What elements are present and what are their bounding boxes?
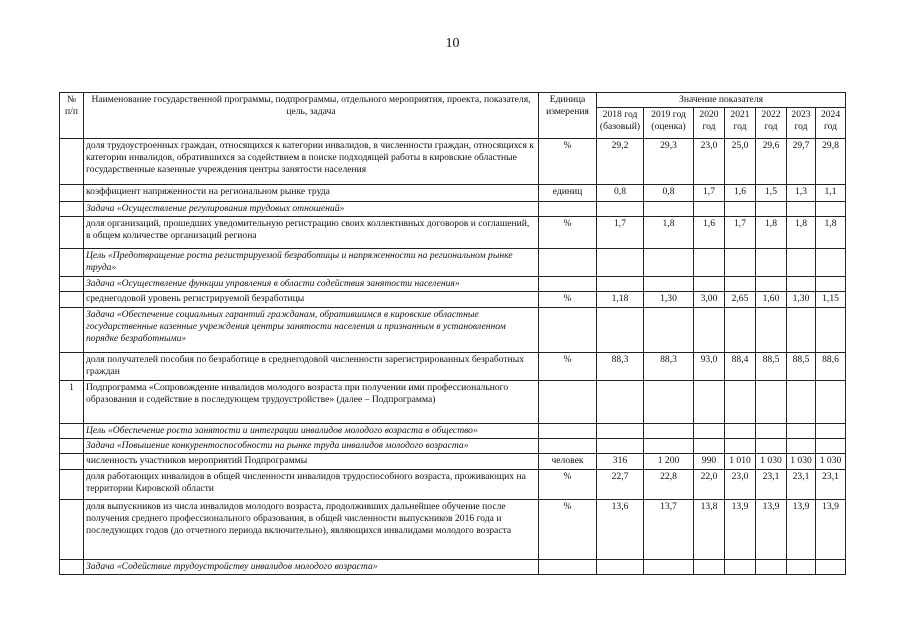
row-value-cell — [597, 202, 644, 217]
row-value-cell — [725, 308, 756, 353]
row-value-cell — [816, 381, 846, 424]
row-value-cell: 13,9 — [816, 500, 846, 560]
row-value-cell: 23,0 — [725, 470, 756, 500]
table-row — [60, 470, 846, 500]
row-value-cell — [725, 381, 756, 424]
row-value-cell: 29,7 — [787, 139, 816, 185]
row-unit-cell — [539, 249, 597, 277]
table-row — [60, 292, 846, 308]
row-value-cell — [787, 424, 816, 439]
table-row — [60, 454, 846, 470]
row-value-cell: 1 200 — [644, 454, 694, 470]
row-value-cell: 29,2 — [597, 139, 644, 185]
table-row — [60, 560, 846, 575]
table-row — [60, 439, 846, 454]
row-value-cell — [725, 560, 756, 575]
row-value-cell — [725, 424, 756, 439]
row-value-cell — [694, 308, 725, 353]
indicators-table — [59, 92, 846, 575]
header-unit: Единица измерения — [539, 93, 597, 139]
row-number-cell — [60, 500, 84, 560]
row-value-cell — [787, 249, 816, 277]
row-number-cell — [60, 308, 84, 353]
row-value-cell — [756, 560, 787, 575]
row-value-cell: 13,8 — [694, 500, 725, 560]
row-name-cell: Задача «Осуществление регулирования трудовых отношений» — [84, 202, 539, 217]
row-value-cell: 23,1 — [756, 470, 787, 500]
row-value-cell — [644, 202, 694, 217]
row-value-cell — [694, 560, 725, 575]
row-value-cell — [597, 424, 644, 439]
header-values-group: Значение показателя — [597, 93, 846, 108]
header-year: 2020 год — [694, 108, 725, 139]
table-row — [60, 500, 846, 560]
row-value-cell: 22,7 — [597, 470, 644, 500]
row-value-cell — [644, 249, 694, 277]
row-value-cell — [787, 308, 816, 353]
row-value-cell: 1,7 — [597, 217, 644, 249]
row-unit-cell: % — [539, 139, 597, 185]
row-value-cell: 1,6 — [694, 217, 725, 249]
row-number-cell — [60, 353, 84, 381]
row-value-cell: 13,7 — [644, 500, 694, 560]
row-value-cell: 1 030 — [787, 454, 816, 470]
header-name: Наименование государственной программы, подпрограммы, отдельного мероприятия, проекта, показателя, цель, задача — [84, 93, 539, 139]
row-value-cell: 29,6 — [756, 139, 787, 185]
row-value-cell: 29,8 — [816, 139, 846, 185]
row-number-cell: 1 — [60, 381, 84, 424]
row-name-cell: Задача «Осуществление функции управления в области содействия занятости населения» — [84, 277, 539, 292]
row-number-cell — [60, 424, 84, 439]
row-value-cell: 0,8 — [597, 185, 644, 202]
row-unit-cell: % — [539, 217, 597, 249]
row-value-cell: 1 030 — [756, 454, 787, 470]
row-value-cell — [816, 560, 846, 575]
row-value-cell — [694, 439, 725, 454]
row-value-cell: 1 010 — [725, 454, 756, 470]
row-value-cell: 13,9 — [756, 500, 787, 560]
header-num: № п/п — [60, 93, 84, 139]
row-value-cell — [725, 249, 756, 277]
row-number-cell — [60, 560, 84, 575]
table-row — [60, 277, 846, 292]
row-value-cell: 1,15 — [816, 292, 846, 308]
row-value-cell — [787, 381, 816, 424]
header-year: 2021 год — [725, 108, 756, 139]
row-value-cell — [725, 439, 756, 454]
row-value-cell — [644, 381, 694, 424]
row-value-cell — [725, 202, 756, 217]
row-value-cell: 3,00 — [694, 292, 725, 308]
row-value-cell: 88,3 — [644, 353, 694, 381]
row-name-cell: Подпрограмма «Сопровождение инвалидов молодого возраста при получении ими профессионального образования и содействие в последующем трудоустройстве» (далее – Подпрограмма) — [84, 381, 539, 424]
table-row — [60, 308, 846, 353]
row-number-cell — [60, 217, 84, 249]
table-row — [60, 424, 846, 439]
row-value-cell — [644, 308, 694, 353]
row-value-cell — [597, 277, 644, 292]
header-year: 2019 год (оценка) — [644, 108, 694, 139]
row-value-cell — [787, 560, 816, 575]
row-value-cell: 88,5 — [756, 353, 787, 381]
row-value-cell: 23,1 — [816, 470, 846, 500]
row-value-cell: 1,3 — [787, 185, 816, 202]
row-value-cell: 0,8 — [644, 185, 694, 202]
row-value-cell: 1,8 — [787, 217, 816, 249]
row-name-cell: Задача «Повышение конкурентоспособности на рынке труда инвалидов молодого возраста» — [84, 439, 539, 454]
row-number-cell — [60, 249, 84, 277]
row-value-cell: 1,7 — [725, 217, 756, 249]
row-value-cell — [816, 308, 846, 353]
row-name-cell: доля выпускников из числа инвалидов молодого возраста, продолживших дальнейшее обучение после получения среднего профессионального образования, в общей численности выпускников 2016 года и последующих годов (до отчетного периода включительно), являющихся инвалидами молодого возраста — [84, 500, 539, 560]
row-value-cell — [644, 424, 694, 439]
row-value-cell — [816, 249, 846, 277]
row-value-cell: 1 030 — [816, 454, 846, 470]
row-value-cell: 1,18 — [597, 292, 644, 308]
row-name-cell: доля работающих инвалидов в общей численности инвалидов трудоспособного возраста, проживающих на территории Кировской области — [84, 470, 539, 500]
table-row — [60, 381, 846, 424]
row-name-cell: среднегодовой уровень регистрируемой безработицы — [84, 292, 539, 308]
row-value-cell: 25,0 — [725, 139, 756, 185]
table-row — [60, 139, 846, 185]
row-value-cell — [816, 202, 846, 217]
row-number-cell — [60, 139, 84, 185]
row-unit-cell — [539, 439, 597, 454]
header-year: 2023 год — [787, 108, 816, 139]
table-body — [60, 139, 846, 575]
row-value-cell — [597, 381, 644, 424]
row-value-cell — [756, 249, 787, 277]
row-value-cell: 88,3 — [597, 353, 644, 381]
row-name-cell: доля получателей пособия по безработице в среднегодовой численности зарегистрированных безработных граждан — [84, 353, 539, 381]
row-value-cell — [787, 439, 816, 454]
row-value-cell: 2,65 — [725, 292, 756, 308]
header-year: 2022 год — [756, 108, 787, 139]
row-number-cell — [60, 202, 84, 217]
row-value-cell: 29,3 — [644, 139, 694, 185]
row-unit-cell — [539, 277, 597, 292]
table-row — [60, 249, 846, 277]
row-unit-cell: человек — [539, 454, 597, 470]
row-value-cell — [756, 277, 787, 292]
table-header — [60, 93, 846, 139]
table-row — [60, 185, 846, 202]
row-value-cell — [597, 308, 644, 353]
row-value-cell: 1,30 — [787, 292, 816, 308]
row-value-cell — [694, 381, 725, 424]
row-name-cell: доля организаций, прошедших уведомительную регистрацию своих коллективных договоров и соглашений, в общем количестве организаций региона — [84, 217, 539, 249]
row-value-cell: 1,6 — [725, 185, 756, 202]
row-value-cell — [816, 439, 846, 454]
row-value-cell: 13,9 — [787, 500, 816, 560]
row-value-cell — [644, 277, 694, 292]
header-year: 2018 год (базовый) — [597, 108, 644, 139]
row-value-cell: 316 — [597, 454, 644, 470]
row-value-cell — [756, 202, 787, 217]
row-value-cell: 88,6 — [816, 353, 846, 381]
row-value-cell — [725, 277, 756, 292]
row-value-cell — [756, 439, 787, 454]
row-value-cell: 1,8 — [644, 217, 694, 249]
row-number-cell — [60, 454, 84, 470]
row-value-cell: 22,0 — [694, 470, 725, 500]
row-number-cell — [60, 277, 84, 292]
row-value-cell: 23,1 — [787, 470, 816, 500]
row-unit-cell: единиц — [539, 185, 597, 202]
row-value-cell — [756, 308, 787, 353]
row-value-cell: 1,1 — [816, 185, 846, 202]
row-value-cell — [694, 249, 725, 277]
row-value-cell: 13,6 — [597, 500, 644, 560]
row-value-cell — [756, 381, 787, 424]
row-unit-cell — [539, 202, 597, 217]
row-number-cell — [60, 470, 84, 500]
row-unit-cell: % — [539, 353, 597, 381]
table-row — [60, 353, 846, 381]
row-name-cell: коэффициент напряженности на региональном рынке труда — [84, 185, 539, 202]
row-value-cell — [816, 424, 846, 439]
row-name-cell: Цель «Предотвращение роста регистрируемой безработицы и напряженности на региональном рынке труда» — [84, 249, 539, 277]
row-unit-cell — [539, 381, 597, 424]
row-value-cell: 1,60 — [756, 292, 787, 308]
row-value-cell: 93,0 — [694, 353, 725, 381]
row-value-cell: 88,4 — [725, 353, 756, 381]
row-value-cell: 88,5 — [787, 353, 816, 381]
row-value-cell: 1,8 — [816, 217, 846, 249]
row-number-cell — [60, 185, 84, 202]
row-value-cell — [787, 202, 816, 217]
row-value-cell — [787, 277, 816, 292]
row-value-cell — [694, 424, 725, 439]
row-value-cell: 1,5 — [756, 185, 787, 202]
row-value-cell — [694, 277, 725, 292]
row-name-cell: численность участников мероприятий Подпрограммы — [84, 454, 539, 470]
row-value-cell: 990 — [694, 454, 725, 470]
row-value-cell: 22,8 — [644, 470, 694, 500]
row-unit-cell: % — [539, 470, 597, 500]
row-name-cell: Задача «Обеспечение социальных гарантий гражданам, обратившимся в кировские областные государственные казенные учреждения центры занятости населения и признанным в установленном порядке безработными» — [84, 308, 539, 353]
table-row — [60, 217, 846, 249]
row-value-cell — [644, 439, 694, 454]
row-name-cell: доля трудоустроенных граждан, относящихся к категории инвалидов, в численности граждан, относящихся к категории инвалидов, обратившихся за содействием в поиске подходящей работы в кировские областные государственные казенные учреждения центры занятости населения — [84, 139, 539, 185]
row-unit-cell — [539, 424, 597, 439]
row-name-cell: Цель «Обеспечение роста занятости и интеграции инвалидов молодого возраста в общество» — [84, 424, 539, 439]
row-value-cell — [597, 249, 644, 277]
row-value-cell: 1,8 — [756, 217, 787, 249]
row-unit-cell: % — [539, 292, 597, 308]
page-number: 10 — [445, 36, 460, 51]
row-number-cell — [60, 292, 84, 308]
row-value-cell — [816, 277, 846, 292]
row-value-cell — [644, 560, 694, 575]
row-value-cell: 13,9 — [725, 500, 756, 560]
row-name-cell: Задача «Содействие трудоустройству инвалидов молодого возраста» — [84, 560, 539, 575]
row-unit-cell — [539, 560, 597, 575]
row-value-cell — [597, 560, 644, 575]
row-value-cell: 1,30 — [644, 292, 694, 308]
row-value-cell — [597, 439, 644, 454]
row-number-cell — [60, 439, 84, 454]
row-value-cell — [756, 424, 787, 439]
row-value-cell: 23,0 — [694, 139, 725, 185]
row-value-cell: 1,7 — [694, 185, 725, 202]
row-unit-cell — [539, 308, 597, 353]
table-row — [60, 202, 846, 217]
header-year: 2024 год — [816, 108, 846, 139]
row-value-cell — [694, 202, 725, 217]
row-unit-cell: % — [539, 500, 597, 560]
